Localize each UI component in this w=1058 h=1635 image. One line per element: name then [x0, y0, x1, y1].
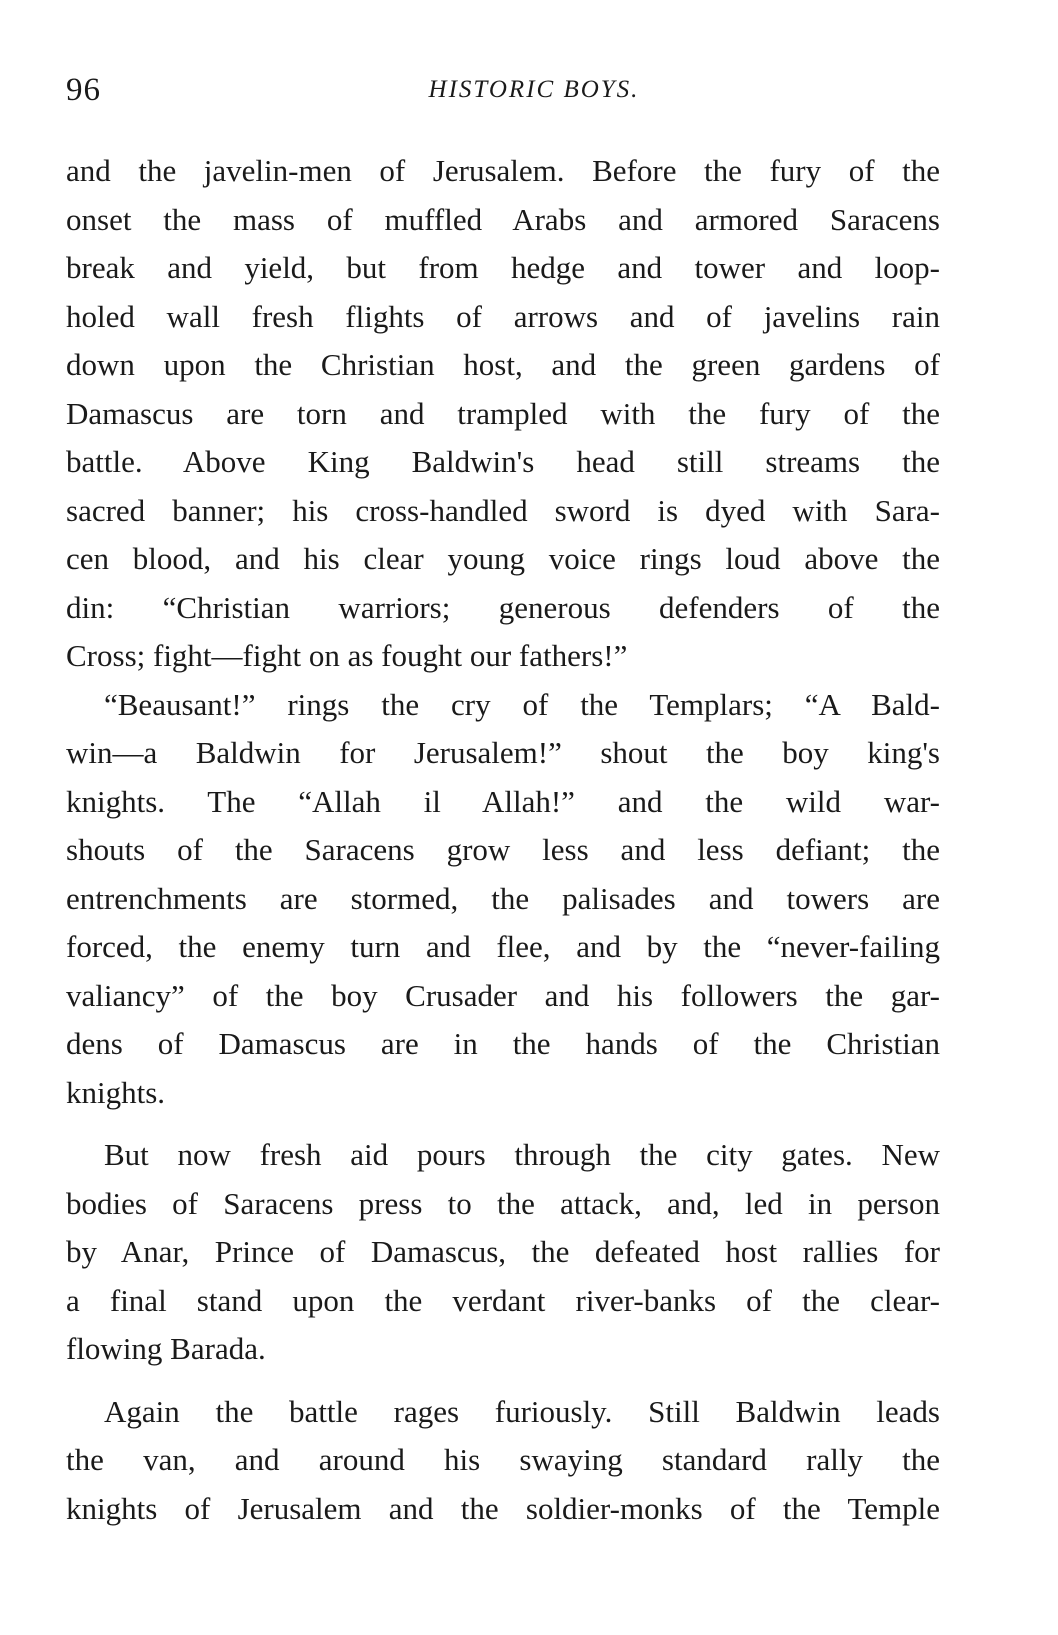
text-line: knights of Jerusalem and the soldier-monks of the Temple — [66, 1490, 940, 1526]
text-line: and the javelin-men of Jerusalem. Before the fury of the — [66, 153, 940, 188]
text-line: break and yield, but from hedge and tower and loop- — [66, 250, 940, 285]
running-head: HISTORIC BOYS. — [428, 76, 640, 103]
text-line: onset the mass of muffled Arabs and armored Saracens — [66, 201, 940, 237]
text-line: din: “Christian warriors; generous defenders of the — [66, 589, 940, 625]
text-line: win—a Baldwin for Jerusalem!” shout the boy king's — [66, 735, 940, 770]
text-line: down upon the Christian host, and the green gardens of — [66, 347, 940, 382]
text-line: forced, the enemy turn and flee, and by the “never-failing — [66, 929, 940, 964]
text-line: But now fresh aid pours through the city gates. New — [104, 1137, 940, 1172]
page-number: 96 — [66, 72, 101, 108]
text-line: bodies of Saracens press to the attack, and, led in person — [66, 1185, 940, 1221]
paragraph — [66, 147, 940, 681]
text-line: knights. — [66, 1074, 166, 1110]
text-line: sacred banner; his cross-handled sword is dyed with Sara- — [66, 492, 940, 528]
text-line: “Beausant!” rings the cry of the Templars; “A Bald- — [104, 686, 940, 722]
text-line: valiancy” of the boy Crusader and his followers the gar- — [66, 977, 940, 1013]
text-line: cen blood, and his clear young voice rings loud above the — [66, 541, 940, 576]
text-line: a final stand upon the verdant river-banks of the clear- — [66, 1282, 940, 1318]
paragraph — [66, 1131, 940, 1374]
text-line: Damascus are torn and trampled with the fury of the — [66, 395, 940, 431]
paragraph — [66, 681, 940, 1118]
text-line: entrenchments are stormed, the palisades and towers are — [66, 880, 940, 916]
text-line: dens of Damascus are in the hands of the Christian — [66, 1026, 940, 1061]
text-line: by Anar, Prince of Damascus, the defeated host rallies for — [66, 1234, 940, 1269]
text-line: Again the battle rages furiously. Still Baldwin leads — [104, 1393, 940, 1429]
text-line: battle. Above King Baldwin's head still streams the — [66, 444, 940, 479]
page-body — [66, 147, 940, 1533]
page-header — [66, 72, 962, 112]
text-line: holed wall fresh flights of arrows and of javelins rain — [66, 298, 940, 334]
text-line: the van, and around his swaying standard rally the — [66, 1442, 940, 1477]
text-line: Cross; fight—fight on as fought our fathers!” — [66, 638, 628, 673]
text-line: shouts of the Saracens grow less and less defiant; the — [66, 832, 940, 867]
text-line: flowing Barada. — [66, 1331, 266, 1366]
text-line: knights. The “Allah il Allah!” and the wild war- — [66, 783, 940, 819]
paragraph — [66, 1388, 940, 1534]
